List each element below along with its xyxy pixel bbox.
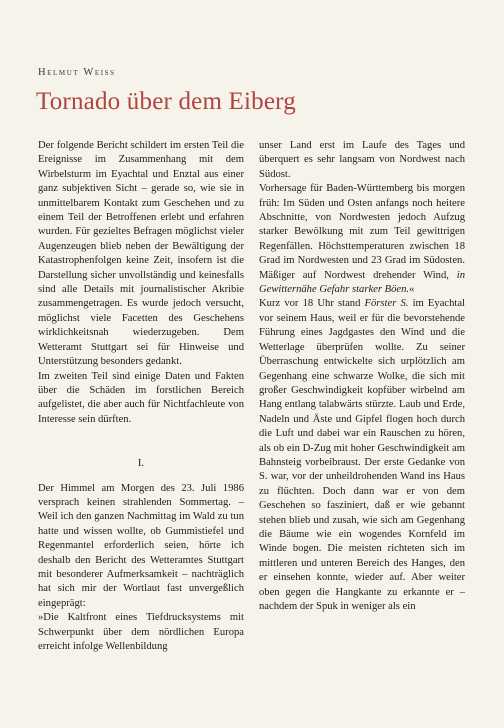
continuation-text: im Eyachtal vor seinem Haus, weil er für die bevorstehende Führung eines Jagdgastes den Wind und die Wetterlage überprüfen wollte. Zu seiner Überraschung entwickelte sich urplötzlich am Gegenhang eine schwarze Wolke, die sich mit großer Geschwindigkeit kopfüber wirbelnd am Hang entlang talabwärts stürzte. Laub und Erde, Nadeln und Äste und Gipfel flogen hoch durch die Luft und dabei war ein Rauschen zu hören, als ob ein D-Zug mit hoher Geschwindigkeit am Bahnsteig vorbeibraust. Der erste Gedanke von S. war, vor der unheildrohenden Wand ins Haus zu flüchten. Doch dann war er von dem Geschehen so fasziniert, daß er wie gebannt stehen blieb und zusah, wie sich am Gegenhang die Bäume wie ein wogendes Kornfeld im Winde bogen. Die meisten richteten sich im mittleren und unteren Bereich des Hanges, den er einsehen konnte, wieder auf. Aber weiter oben gegen die Hangkante zu erkannte er – nachdem der Spuk in weniger als ein	[259, 298, 465, 612]
forester-name: Förster S.	[364, 298, 409, 310]
article-title: Tornado über dem Eiberg	[36, 88, 296, 115]
section-gap	[38, 427, 244, 457]
body-paragraph: Der Himmel am Morgen des 23. Juli 1986 versprach keinen strahlenden Sommertag. – Weil ich den ganzen Nachmittag im Wald zu tun hatte und wissen wollte, ob Gummistiefel und Regenmantel erforderlich seien, hörte ich deshalb den Bericht des Wetteramtes Stuttgart mit besonderer Aufmerksamkeit – nachträglich hat sich mir der Wortlaut fast unvergeßlich eingeprägt:	[38, 482, 244, 609]
author-name: Helmut Weiss	[38, 67, 116, 78]
weather-report-quote: unser Land erst im Laufe des Tages und überquert es sehr langsam von Nordwest nach Südost.	[259, 140, 465, 180]
left-column	[38, 139, 244, 654]
intro-paragraph: Der folgende Bericht schildert im ersten Teil die Ereignisse im Zusammenhang mit dem Wirbelsturm im Eyachtal und Enztal aus einer ganz subjektiven Sicht – gerade so, wie sie in unmittelbarem Kontakt zum Geschehen und zu einem Teil der Betroffenen erlebt und erfahren wurden. Für gezieltes Befragen möglichst vieler Augenzeugen blieb neben der Bewältigung der Katastrophenfolgen keine Zeit, insofern ist die Darstellung sicher unvollständig und keinesfalls sind alle Details mit journalistischer Akribie zusammengetragen. Es wurde jedoch versucht, möglichst viele Facetten des Geschehens wirklichkeitsnah wiederzugeben. Dem Wetteramt Stuttgart sei für Hinweise und Unterstützung besonders gedankt.	[38, 140, 244, 368]
right-column	[259, 139, 465, 614]
quote-close: «	[409, 284, 415, 296]
weather-forecast	[259, 182, 465, 297]
section-number: I.	[137, 458, 145, 470]
intro-paragraph: Im zweiten Teil sind einige Daten und Fakten über die Schäden im forstlichen Bereich aufgelistet, die aber auch für Nichtfachleute von Interesse sein dürften.	[38, 370, 244, 425]
forecast-italic: in Gewitternähe Gefahr starker Böen.	[259, 269, 465, 296]
continuation-start: Kurz vor 18 Uhr stand	[259, 298, 365, 310]
body-paragraph	[259, 297, 465, 614]
forecast-text: Vorhersage für Baden-Württemberg bis morgen früh: Im Süden und Osten anfangs noch heitere Abschnitte, von Nordwesten jedoch Aufzug starker Bewölkung mit zum Teil gewittrigen Regenfällen. Höchsttemperaturen zwischen 18 Grad im Nordwesten und 23 Grad im Südosten. Mäßiger auf Nordwest drehender Wind,	[259, 183, 465, 281]
weather-report-quote: »Die Kaltfront eines Tiefdrucksystems mit Schwerpunkt über dem nördlichen Europa erreicht infolge Wellenbildung	[38, 612, 244, 652]
